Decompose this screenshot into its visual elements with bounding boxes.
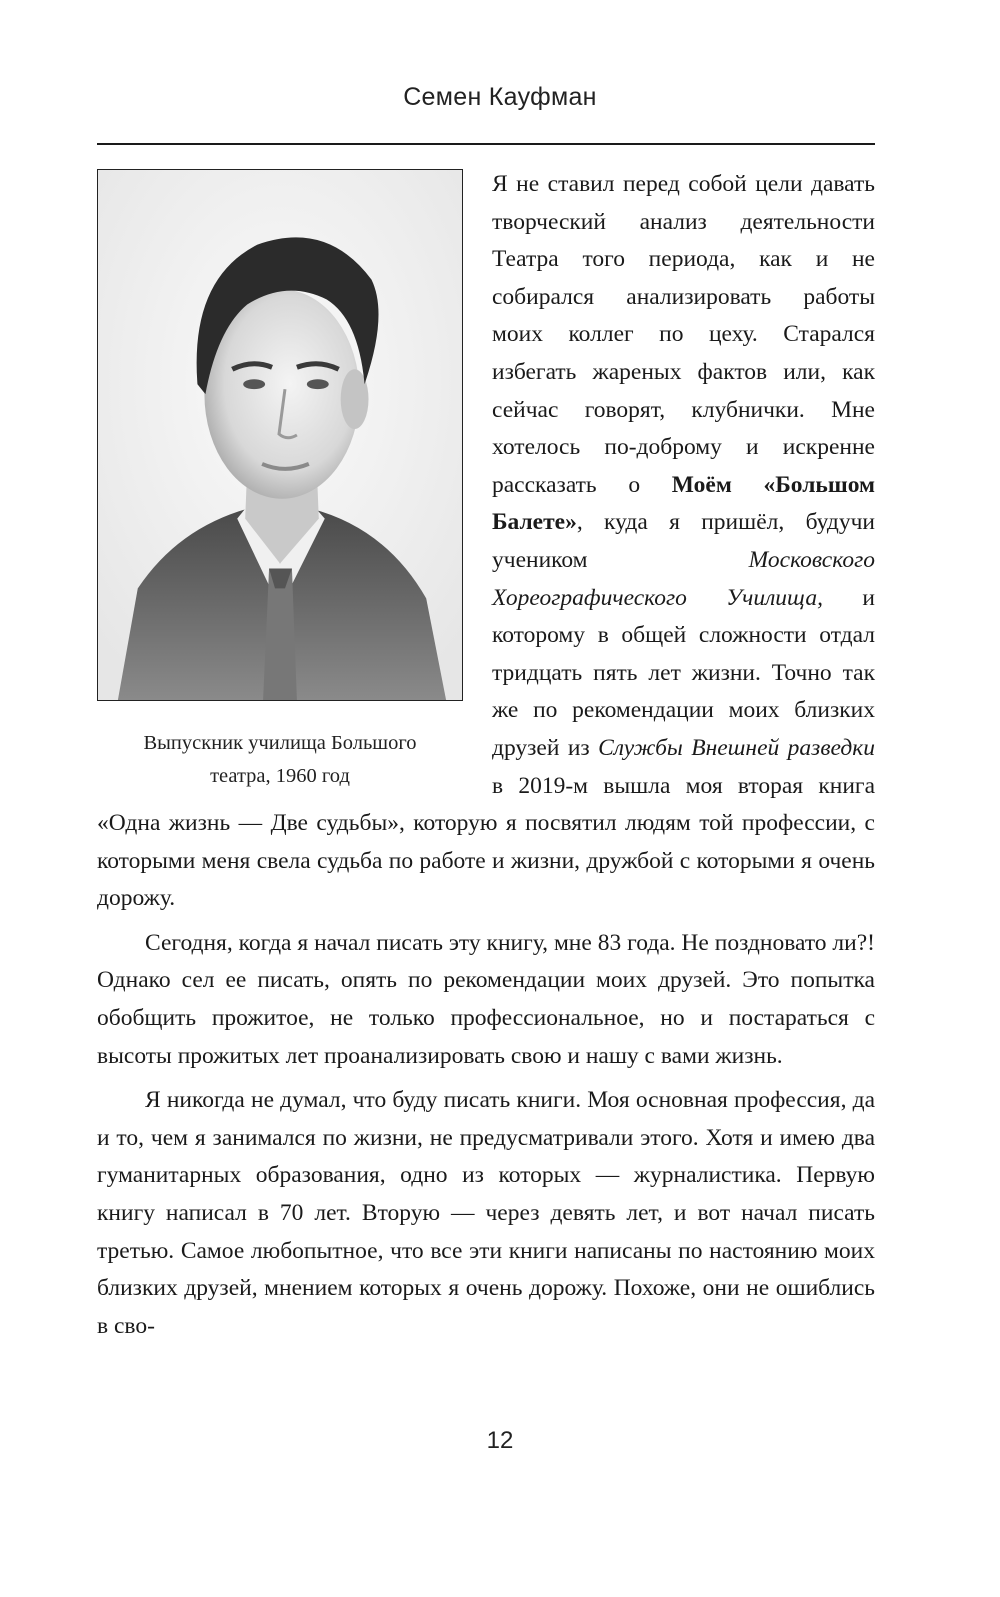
text-segment: и которому в общей сложности отдал тридцать пять лет жизни. Точно так же по рекомендации моих близких друзей из: [492, 584, 875, 761]
italic-school-name: Московского Хореографического Училища,: [492, 546, 875, 611]
page-number: 12: [486, 1427, 514, 1454]
running-head-author: Семен Кауфман: [403, 83, 597, 111]
bold-title: Моём «Большом Балете»: [492, 471, 875, 536]
text-segment: Я не ставил перед собой цели давать творческий анализ деятельности Театра того периода, как и не собирался анализировать работы моих коллег по цеху. Старался избегать жареных фактов или, как сейчас говорят, клубнички. Мне хотелось по-доброму и искренне рассказать о: [492, 171, 875, 498]
text-segment: , куда я пришёл, будучи учеником: [492, 509, 875, 573]
text-segment: в 2019-м вышла моя вторая книга «Одна жизнь — Две судьбы», которую я посвятил людям той профессии, с которыми меня свела судьба по работе и жизни, дружбой с которыми я очень дорожу.: [97, 772, 875, 912]
paragraph-3: [97, 1082, 875, 1345]
text-segment: Я никогда не думал, что буду писать книги. Моя основная профессия, да и то, чем я занимался по жизни, не предусматривали этого. Хотя и имею два гуманитарных образования, одно из которых — журналистика. Первую книгу написал в 70 лет. Вторую — через девять лет, и вот начал писать третью. Самое любопытное, что все эти книги написаны по настоянию моих близких друзей, мнением которых я очень дорожу. Похоже, они не ошиблись в сво-: [97, 1087, 875, 1339]
italic-service-name: Службы Внешней разведки: [598, 734, 875, 761]
photo-caption-line: театра, 1960 год: [210, 765, 350, 787]
text-segment: Сегодня, когда я начал писать эту книгу, мне 83 года. Не поздновато ли?! Однако сел ее писать, опять по рекомендации моих друзей. Это попытка обобщить прожитое, не только профессиональное, но и постараться с высоты прожитых лет проанализировать свою и нашу с вами жизнь.: [97, 929, 875, 1069]
paragraph-2: [97, 925, 875, 1075]
figure-wrap-space: [97, 166, 492, 798]
photo-caption-line: Выпускник училища Большого: [143, 732, 417, 754]
body-text: [97, 166, 875, 1345]
header-rule: [97, 143, 875, 145]
